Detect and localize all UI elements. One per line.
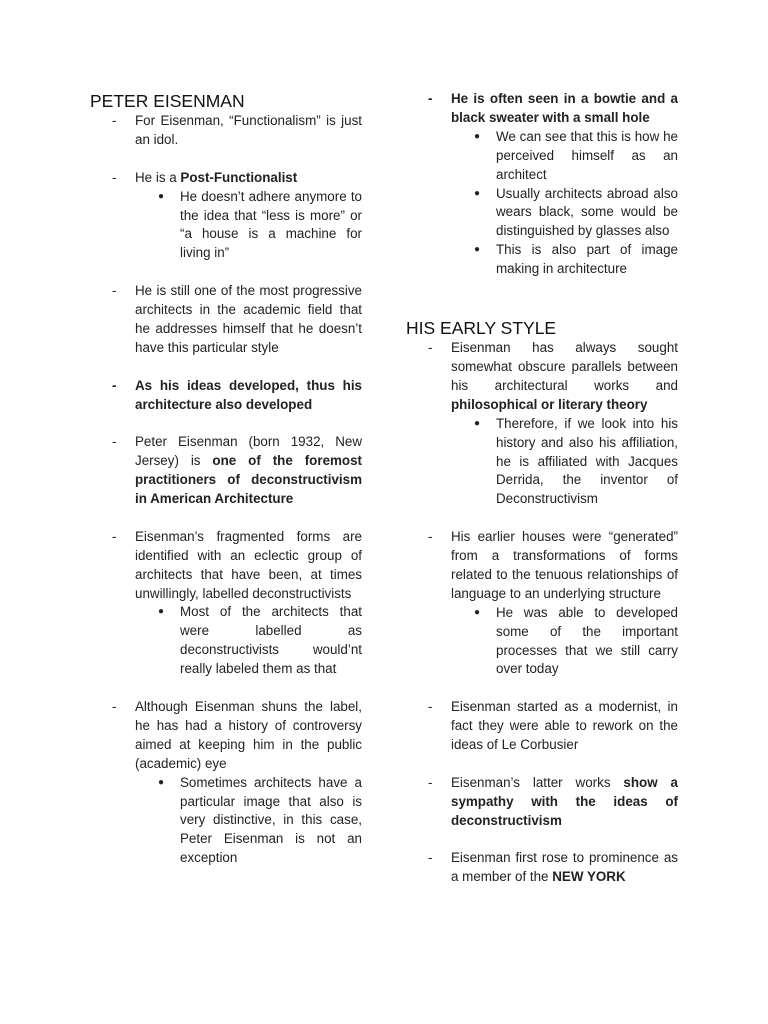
list-item bbox=[406, 698, 678, 755]
bullet-item bbox=[451, 128, 678, 185]
item-text: Eisenman’s latter works bbox=[451, 774, 624, 790]
item-text: Eisenman first rose to prominence as a member of the bbox=[451, 850, 678, 885]
left-column bbox=[90, 90, 362, 868]
item-text: His earlier houses were “generated” from a transformations of forms related to the tenuous relationships of language to an underlying structure bbox=[451, 529, 678, 601]
section-heading-peter-eisenman: PETER EISENMAN bbox=[90, 91, 245, 111]
section-heading-his-early-style: HIS EARLY STYLE bbox=[406, 318, 557, 339]
bullet-item bbox=[135, 188, 362, 264]
list-item bbox=[90, 698, 362, 774]
list-item bbox=[406, 339, 678, 415]
item-text: For Eisenman, “Functionalism” is just an idol. bbox=[135, 113, 362, 147]
list-item bbox=[90, 169, 362, 188]
item-text: Sometimes architects have a particular image that also is very distinctive, in this case, Peter Eisenman is not an exception bbox=[180, 774, 362, 866]
bullet-item bbox=[451, 604, 678, 680]
right-column bbox=[406, 90, 678, 887]
list-item bbox=[406, 90, 678, 128]
bullet-item bbox=[135, 774, 362, 869]
item-bold-text: NEW YORK bbox=[552, 869, 626, 885]
list-item bbox=[406, 849, 678, 887]
bullet-item bbox=[451, 415, 678, 510]
list-item bbox=[406, 528, 678, 604]
bullet-item bbox=[451, 185, 678, 242]
item-text: He is still one of the most progressive architects in the academic field that he addresses himself that he doesn’t have this particular style bbox=[135, 283, 362, 355]
bullet-item bbox=[135, 603, 362, 679]
list-item bbox=[90, 528, 362, 604]
list-item bbox=[90, 433, 362, 509]
list-item bbox=[90, 112, 362, 150]
bullet-item bbox=[451, 241, 678, 279]
item-text: Although Eisenman shuns the label, he has had a history of controversy aimed at keeping him in the public (academic) eye bbox=[135, 699, 362, 771]
item-text: This is also part of image making in architecture bbox=[496, 242, 678, 277]
item-text: As his ideas developed, thus his architecture also developed bbox=[135, 377, 362, 412]
item-bold-text: one of the foremost practitioners of deconstructivism in American Architecture bbox=[135, 453, 363, 507]
item-bold-text: show a sympathy with the ideas of deconstructivism bbox=[451, 774, 678, 828]
item-text: He was able to developed some of the important processes that we still carry over today bbox=[496, 604, 678, 677]
item-text: Peter Eisenman (born 1932, New Jersey) is bbox=[135, 434, 362, 469]
list-item bbox=[90, 282, 362, 358]
item-text: Eisenman started as a modernist, in fact they were able to rework on the ideas of Le Corbusier bbox=[451, 699, 678, 753]
item-text: Therefore, if we look into his history and also his affiliation, he is affiliated with Jacques Derrida, the inventor of Deconstructivism bbox=[496, 415, 678, 507]
item-text: Usually architects abroad also wears black, some would be distinguished by glasses also bbox=[496, 185, 678, 239]
item-text: Eisenman has always sought somewhat obscure parallels between his architectural works and bbox=[451, 340, 678, 393]
item-text: He is a bbox=[135, 169, 181, 185]
item-bold-text: philosophical or literary theory bbox=[451, 396, 648, 412]
item-text: Most of the architects that were labelled as deconstructivists would’nt really labeled them as that bbox=[180, 604, 362, 677]
item-bold-text: Post-Functionalist bbox=[180, 169, 298, 185]
item-text: He doesn’t adhere anymore to the idea that “less is more” or “a house is a machine for living in” bbox=[180, 188, 362, 261]
list-item bbox=[90, 377, 362, 415]
item-text: We can see that this is how he perceived himself as an architect bbox=[496, 128, 678, 182]
list-item bbox=[406, 774, 678, 831]
item-text: He is often seen in a bowtie and a black sweater with a small hole bbox=[451, 91, 678, 125]
item-text: Eisenman’s fragmented forms are identified with an eclectic group of architects that have been, at times unwillingly, labelled deconstructivists bbox=[135, 528, 362, 601]
